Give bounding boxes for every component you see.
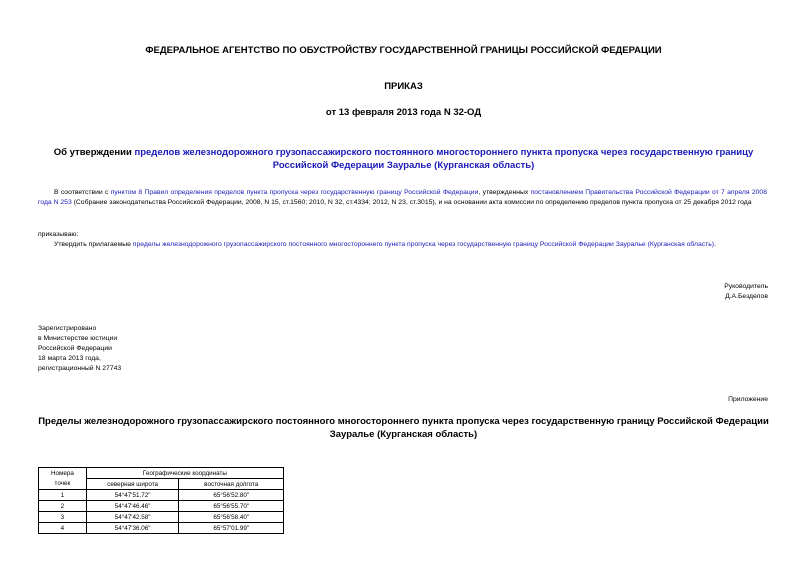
header-point-number	[39, 468, 87, 490]
registration-line: 18 марта 2013 года,	[38, 355, 101, 362]
preamble-text-1: В соответствии с	[54, 189, 111, 196]
signature-position: Руководитель	[724, 283, 768, 290]
cell-latitude: 54°47'46.46"	[86, 501, 179, 512]
registration-line: в Министерстве юстиции	[38, 335, 118, 342]
cell-point-number: 4	[39, 523, 87, 534]
header-geo-coordinates: Географические координаты	[86, 468, 283, 479]
order-word: приказываю:	[38, 231, 79, 238]
table-row	[39, 490, 284, 501]
order-text-1: Утвердить прилагаемые	[54, 241, 133, 248]
table-row	[39, 501, 284, 512]
coordinates-table	[38, 467, 284, 534]
cell-point-number: 2	[39, 501, 87, 512]
cell-latitude: 54°47'42.58"	[86, 512, 179, 523]
registration-line: Зарегистрировано	[38, 325, 97, 332]
cell-latitude: 54°47'51.72"	[86, 490, 179, 501]
appendix-label: Приложение	[728, 396, 768, 403]
agency-name: ФЕДЕРАЛЬНОЕ АГЕНТСТВО ПО ОБУСТРОЙСТВУ ГОСУДАРСТВЕННОЙ ГРАНИЦЫ РОССИЙСКОЙ ФЕДЕРАЦИИ	[145, 45, 662, 56]
table-row	[39, 512, 284, 523]
cell-longitude: 65°56'58.40"	[179, 512, 284, 523]
preamble-paragraph	[38, 188, 767, 208]
registration-line: Российской Федерации	[38, 345, 112, 352]
order-paragraph	[54, 240, 767, 250]
header-point-number-line: Номера	[50, 469, 74, 477]
doc-type: ПРИКАЗ	[384, 81, 423, 92]
signature-block	[600, 282, 768, 302]
preamble-text-3: (Собрание законодательства Российской Федерации, 2008, N 15, ст.1560; 2010, N 32, ст.4334; 2012, N 23, ст.3015), и на основании акта комиссии по определению пределов пункта пропуска от 25 декабря 2012 года	[71, 199, 752, 206]
order-link-limits[interactable]: пределы железнодорожного грузопассажирского постоянного многостороннего пункта пропуска через государственную границу Российской Федерации Зауралье (Курганская область)	[132, 241, 715, 248]
header-longitude: восточная долгота	[179, 479, 284, 490]
preamble-link-rules[interactable]: пунктом 8 Правил определения пределов пункта пропуска через государственную границу Российской Федерации	[110, 189, 479, 196]
table-header-row	[39, 468, 284, 479]
cell-longitude: 65°56'55.70"	[179, 501, 284, 512]
appendix-title: Пределы железнодорожного грузопассажирского постоянного многостороннего пункта пропуска через государственную границу Российской Федерации Зауралье (Курганская область)	[38, 416, 769, 440]
signature-name: Д.А.Безделов	[725, 293, 768, 300]
doc-title	[40, 146, 767, 172]
header-latitude: северная широта	[86, 479, 179, 490]
table-row	[39, 523, 284, 534]
order-text-2: .	[714, 241, 716, 248]
registration-line: регистрационный N 27743	[38, 365, 122, 372]
cell-longitude: 65°56'52.80"	[179, 490, 284, 501]
registration-block	[38, 324, 121, 374]
cell-point-number: 3	[39, 512, 87, 523]
title-prefix: Об утверждении	[53, 147, 135, 158]
header-point-number-line: точек	[54, 479, 71, 487]
preamble-link-resolution[interactable]: постановлением Правительства Российской Федерации от 7 апреля 2008 года N 253	[38, 189, 767, 206]
preamble-text-2: , утвержденных	[478, 189, 531, 196]
doc-date: от 13 февраля 2013 года N 32-ОД	[325, 107, 482, 118]
cell-latitude: 54°47'36.06"	[86, 523, 179, 534]
cell-longitude: 65°57'01.99"	[179, 523, 284, 534]
cell-point-number: 1	[39, 490, 87, 501]
title-link[interactable]: пределов железнодорожного грузопассажирского постоянного многостороннего пункта пропуска через государственную границу Российской Федерации Зауралье (Курганская область)	[134, 147, 754, 171]
